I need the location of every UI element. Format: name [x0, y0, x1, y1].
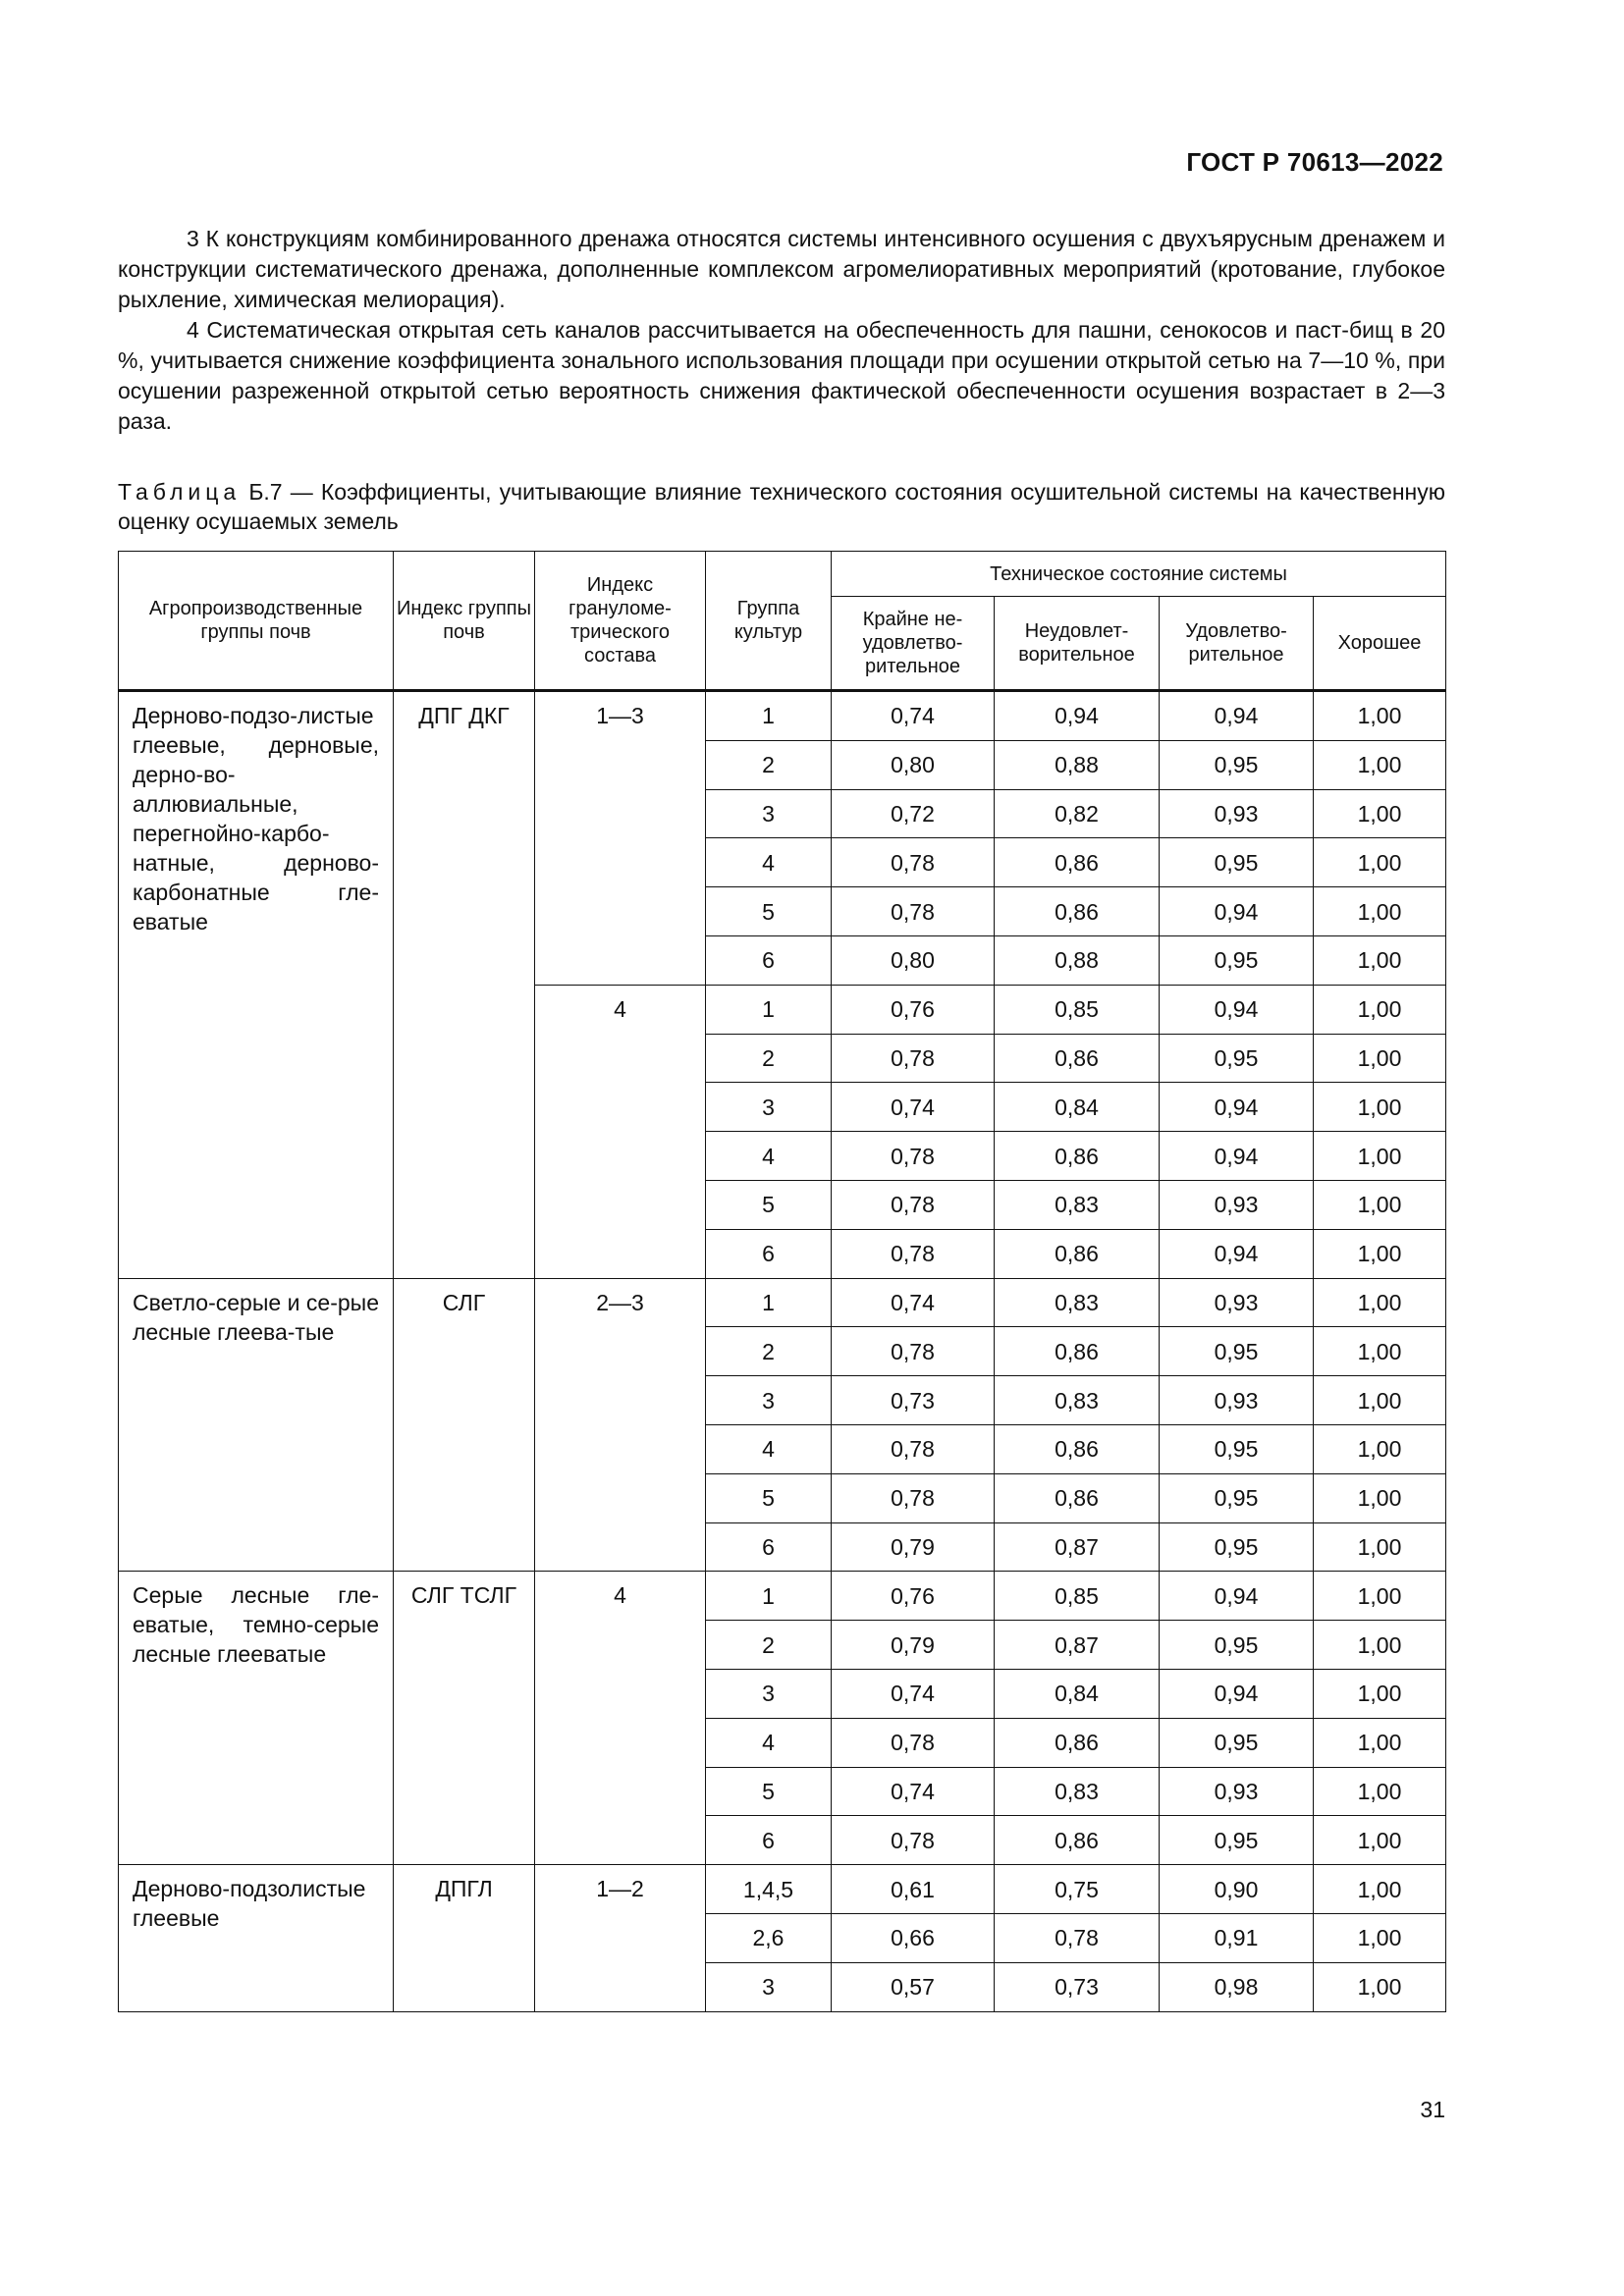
state-good-cell: 1,00 [1314, 1621, 1446, 1670]
state-satisfactory-cell: 0,95 [1160, 935, 1314, 985]
document-id: ГОСТ Р 70613—2022 [1186, 147, 1443, 177]
state-very-poor-cell: 0,78 [832, 1327, 995, 1376]
crop-group-cell: 2 [706, 1621, 832, 1670]
header-state-very-poor: Крайне не-удовлетво-рительное [832, 597, 995, 691]
state-satisfactory-cell: 0,95 [1160, 1034, 1314, 1083]
state-poor-cell: 0,73 [995, 1962, 1160, 2011]
state-satisfactory-cell: 0,94 [1160, 985, 1314, 1034]
state-poor-cell: 0,82 [995, 789, 1160, 838]
crop-group-cell: 6 [706, 1229, 832, 1278]
table-row [119, 1572, 1446, 1621]
state-satisfactory-cell: 0,93 [1160, 1278, 1314, 1327]
state-satisfactory-cell: 0,94 [1160, 1669, 1314, 1718]
state-poor-cell: 0,84 [995, 1669, 1160, 1718]
table-body [119, 691, 1446, 2012]
state-satisfactory-cell: 0,90 [1160, 1865, 1314, 1914]
table-row [119, 691, 1446, 741]
state-satisfactory-cell: 0,95 [1160, 838, 1314, 887]
state-good-cell: 1,00 [1314, 935, 1446, 985]
crop-group-cell: 3 [706, 789, 832, 838]
state-very-poor-cell: 0,78 [832, 1473, 995, 1522]
state-good-cell: 1,00 [1314, 1424, 1446, 1473]
soil-group-cell: Дерново-подзо-листые глеевые, дерновые, дерно-во-аллювиальные, перегнойно-карбо-натные, дерново-карбонатные гле-еватые [119, 691, 394, 1279]
state-good-cell: 1,00 [1314, 1229, 1446, 1278]
soil-group-cell: Серые лесные гле-еватые, темно-серые лесные глееватые [119, 1572, 394, 1865]
state-satisfactory-cell: 0,93 [1160, 789, 1314, 838]
state-satisfactory-cell: 0,95 [1160, 1621, 1314, 1670]
state-poor-cell: 0,87 [995, 1522, 1160, 1572]
state-satisfactory-cell: 0,95 [1160, 1816, 1314, 1865]
crop-group-cell: 1 [706, 691, 832, 741]
crop-group-cell: 5 [706, 1180, 832, 1229]
notes-block [118, 224, 1445, 437]
state-satisfactory-cell: 0,93 [1160, 1767, 1314, 1816]
state-good-cell: 1,00 [1314, 691, 1446, 741]
soil-group-cell: Дерново-подзолистые глеевые [119, 1865, 394, 2011]
soil-group-cell: Светло-серые и се-рые лесные глеева-тые [119, 1278, 394, 1572]
table-row [119, 1278, 1446, 1327]
header-soil-index: Индекс группы почв [394, 552, 535, 691]
state-very-poor-cell: 0,79 [832, 1522, 995, 1572]
state-good-cell: 1,00 [1314, 1180, 1446, 1229]
state-satisfactory-cell: 0,95 [1160, 1718, 1314, 1767]
state-poor-cell: 0,83 [995, 1278, 1160, 1327]
crop-group-cell: 3 [706, 1962, 832, 2011]
state-good-cell: 1,00 [1314, 1376, 1446, 1425]
state-very-poor-cell: 0,78 [832, 1229, 995, 1278]
state-good-cell: 1,00 [1314, 1718, 1446, 1767]
state-good-cell: 1,00 [1314, 789, 1446, 838]
page-number: 31 [1420, 2097, 1445, 2122]
state-satisfactory-cell: 0,98 [1160, 1962, 1314, 2011]
state-very-poor-cell: 0,74 [832, 1669, 995, 1718]
crop-group-cell: 2 [706, 1327, 832, 1376]
state-poor-cell: 0,83 [995, 1376, 1160, 1425]
state-good-cell: 1,00 [1314, 838, 1446, 887]
crop-group-cell: 6 [706, 1816, 832, 1865]
state-good-cell: 1,00 [1314, 1913, 1446, 1962]
state-poor-cell: 0,88 [995, 740, 1160, 789]
state-very-poor-cell: 0,78 [832, 1180, 995, 1229]
state-very-poor-cell: 0,80 [832, 740, 995, 789]
state-very-poor-cell: 0,78 [832, 1132, 995, 1181]
header-gran-index: Индекс грануломе-трического состава [535, 552, 706, 691]
state-poor-cell: 0,88 [995, 935, 1160, 985]
state-very-poor-cell: 0,78 [832, 1034, 995, 1083]
state-very-poor-cell: 0,78 [832, 1718, 995, 1767]
crop-group-cell: 2,6 [706, 1913, 832, 1962]
state-good-cell: 1,00 [1314, 985, 1446, 1034]
state-good-cell: 1,00 [1314, 1132, 1446, 1181]
state-poor-cell: 0,86 [995, 1034, 1160, 1083]
state-poor-cell: 0,83 [995, 1180, 1160, 1229]
crop-group-cell: 4 [706, 838, 832, 887]
soil-index-cell: ДПГ ДКГ [394, 691, 535, 1279]
state-satisfactory-cell: 0,94 [1160, 1083, 1314, 1132]
state-poor-cell: 0,86 [995, 887, 1160, 936]
crop-group-cell: 4 [706, 1132, 832, 1181]
header-state-poor: Неудовлет-ворительное [995, 597, 1160, 691]
state-satisfactory-cell: 0,95 [1160, 740, 1314, 789]
crop-group-cell: 1,4,5 [706, 1865, 832, 1914]
state-very-poor-cell: 0,57 [832, 1962, 995, 2011]
crop-group-cell: 1 [706, 1278, 832, 1327]
table-caption [118, 477, 1445, 536]
state-poor-cell: 0,86 [995, 1424, 1160, 1473]
header-state-satisfactory: Удовлетво-рительное [1160, 597, 1314, 691]
state-satisfactory-cell: 0,95 [1160, 1473, 1314, 1522]
state-good-cell: 1,00 [1314, 1473, 1446, 1522]
state-satisfactory-cell: 0,93 [1160, 1180, 1314, 1229]
soil-index-cell: СЛГ [394, 1278, 535, 1572]
crop-group-cell: 3 [706, 1669, 832, 1718]
gran-index-cell: 1—3 [535, 691, 706, 986]
state-good-cell: 1,00 [1314, 1767, 1446, 1816]
state-satisfactory-cell: 0,93 [1160, 1376, 1314, 1425]
state-good-cell: 1,00 [1314, 1572, 1446, 1621]
state-very-poor-cell: 0,74 [832, 1278, 995, 1327]
state-satisfactory-cell: 0,94 [1160, 691, 1314, 741]
crop-group-cell: 6 [706, 935, 832, 985]
state-satisfactory-cell: 0,91 [1160, 1913, 1314, 1962]
state-poor-cell: 0,86 [995, 838, 1160, 887]
state-poor-cell: 0,94 [995, 691, 1160, 741]
state-good-cell: 1,00 [1314, 1327, 1446, 1376]
gran-index-cell: 4 [535, 1572, 706, 1865]
soil-index-cell: СЛГ ТСЛГ [394, 1572, 535, 1865]
state-poor-cell: 0,84 [995, 1083, 1160, 1132]
state-very-poor-cell: 0,79 [832, 1621, 995, 1670]
state-poor-cell: 0,86 [995, 1473, 1160, 1522]
state-good-cell: 1,00 [1314, 1278, 1446, 1327]
state-poor-cell: 0,75 [995, 1865, 1160, 1914]
state-satisfactory-cell: 0,94 [1160, 1229, 1314, 1278]
state-very-poor-cell: 0,61 [832, 1865, 995, 1914]
state-satisfactory-cell: 0,95 [1160, 1424, 1314, 1473]
state-poor-cell: 0,85 [995, 985, 1160, 1034]
table-row [119, 1865, 1446, 1914]
state-satisfactory-cell: 0,94 [1160, 1132, 1314, 1181]
crop-group-cell: 6 [706, 1522, 832, 1572]
state-satisfactory-cell: 0,95 [1160, 1327, 1314, 1376]
state-satisfactory-cell: 0,95 [1160, 1522, 1314, 1572]
state-good-cell: 1,00 [1314, 1522, 1446, 1572]
state-poor-cell: 0,86 [995, 1327, 1160, 1376]
crop-group-cell: 3 [706, 1376, 832, 1425]
state-good-cell: 1,00 [1314, 887, 1446, 936]
state-very-poor-cell: 0,78 [832, 838, 995, 887]
crop-group-cell: 2 [706, 1034, 832, 1083]
state-good-cell: 1,00 [1314, 1669, 1446, 1718]
state-poor-cell: 0,85 [995, 1572, 1160, 1621]
state-very-poor-cell: 0,72 [832, 789, 995, 838]
crop-group-cell: 1 [706, 1572, 832, 1621]
header-state-good: Хорошее [1314, 597, 1446, 691]
state-very-poor-cell: 0,74 [832, 1767, 995, 1816]
state-good-cell: 1,00 [1314, 740, 1446, 789]
gran-index-cell: 1—2 [535, 1865, 706, 2011]
note-4: 4 Систематическая открытая сеть каналов рассчитывается на обеспеченность для пашни, сенокосов и паст-бищ в 20 %, учитывается снижение коэффициента зонального использования площади при осушении открытой сетью на 7—10 %, при осушении разреженной открытой сетью вероятность снижения фактической обеспеченности осушения возрастает в 2—3 раза. [118, 317, 1445, 434]
header-crop-group: Группа культур [706, 552, 832, 691]
state-very-poor-cell: 0,78 [832, 1816, 995, 1865]
state-poor-cell: 0,86 [995, 1229, 1160, 1278]
state-poor-cell: 0,83 [995, 1767, 1160, 1816]
crop-group-cell: 5 [706, 1767, 832, 1816]
header-tech-state: Техническое состояние системы [832, 552, 1446, 597]
state-very-poor-cell: 0,80 [832, 935, 995, 985]
state-satisfactory-cell: 0,94 [1160, 1572, 1314, 1621]
state-very-poor-cell: 0,74 [832, 1083, 995, 1132]
header-soil-group: Агропроизводственные группы почв [119, 552, 394, 691]
crop-group-cell: 4 [706, 1718, 832, 1767]
state-very-poor-cell: 0,76 [832, 985, 995, 1034]
state-very-poor-cell: 0,66 [832, 1913, 995, 1962]
state-poor-cell: 0,86 [995, 1816, 1160, 1865]
state-very-poor-cell: 0,78 [832, 1424, 995, 1473]
state-very-poor-cell: 0,74 [832, 691, 995, 741]
state-very-poor-cell: 0,78 [832, 887, 995, 936]
state-poor-cell: 0,86 [995, 1718, 1160, 1767]
coefficients-table [118, 551, 1446, 2012]
crop-group-cell: 2 [706, 740, 832, 789]
state-good-cell: 1,00 [1314, 1865, 1446, 1914]
crop-group-cell: 5 [706, 887, 832, 936]
soil-index-cell: ДПГЛ [394, 1865, 535, 2011]
table-caption-text: Б.7 — Коэффициенты, учитывающие влияние технического состояния осушительной системы на качественную оценку осушаемых земель [118, 479, 1445, 534]
state-poor-cell: 0,86 [995, 1132, 1160, 1181]
crop-group-cell: 4 [706, 1424, 832, 1473]
table-caption-label: Таблица [118, 479, 242, 505]
state-very-poor-cell: 0,76 [832, 1572, 995, 1621]
state-good-cell: 1,00 [1314, 1034, 1446, 1083]
state-good-cell: 1,00 [1314, 1816, 1446, 1865]
crop-group-cell: 5 [706, 1473, 832, 1522]
state-satisfactory-cell: 0,94 [1160, 887, 1314, 936]
crop-group-cell: 1 [706, 985, 832, 1034]
state-poor-cell: 0,87 [995, 1621, 1160, 1670]
state-good-cell: 1,00 [1314, 1962, 1446, 2011]
state-good-cell: 1,00 [1314, 1083, 1446, 1132]
state-very-poor-cell: 0,73 [832, 1376, 995, 1425]
gran-index-cell: 2—3 [535, 1278, 706, 1572]
crop-group-cell: 3 [706, 1083, 832, 1132]
state-poor-cell: 0,78 [995, 1913, 1160, 1962]
note-3: 3 К конструкциям комбинированного дренажа относятся системы интенсивного осушения с двухъярусным дренажем и конструкции систематического дренажа, дополненные комплексом агромелиоративных мероприятий (кротование, глубокое рыхление, химическая мелиорация). [118, 226, 1445, 312]
gran-index-cell: 4 [535, 985, 706, 1278]
